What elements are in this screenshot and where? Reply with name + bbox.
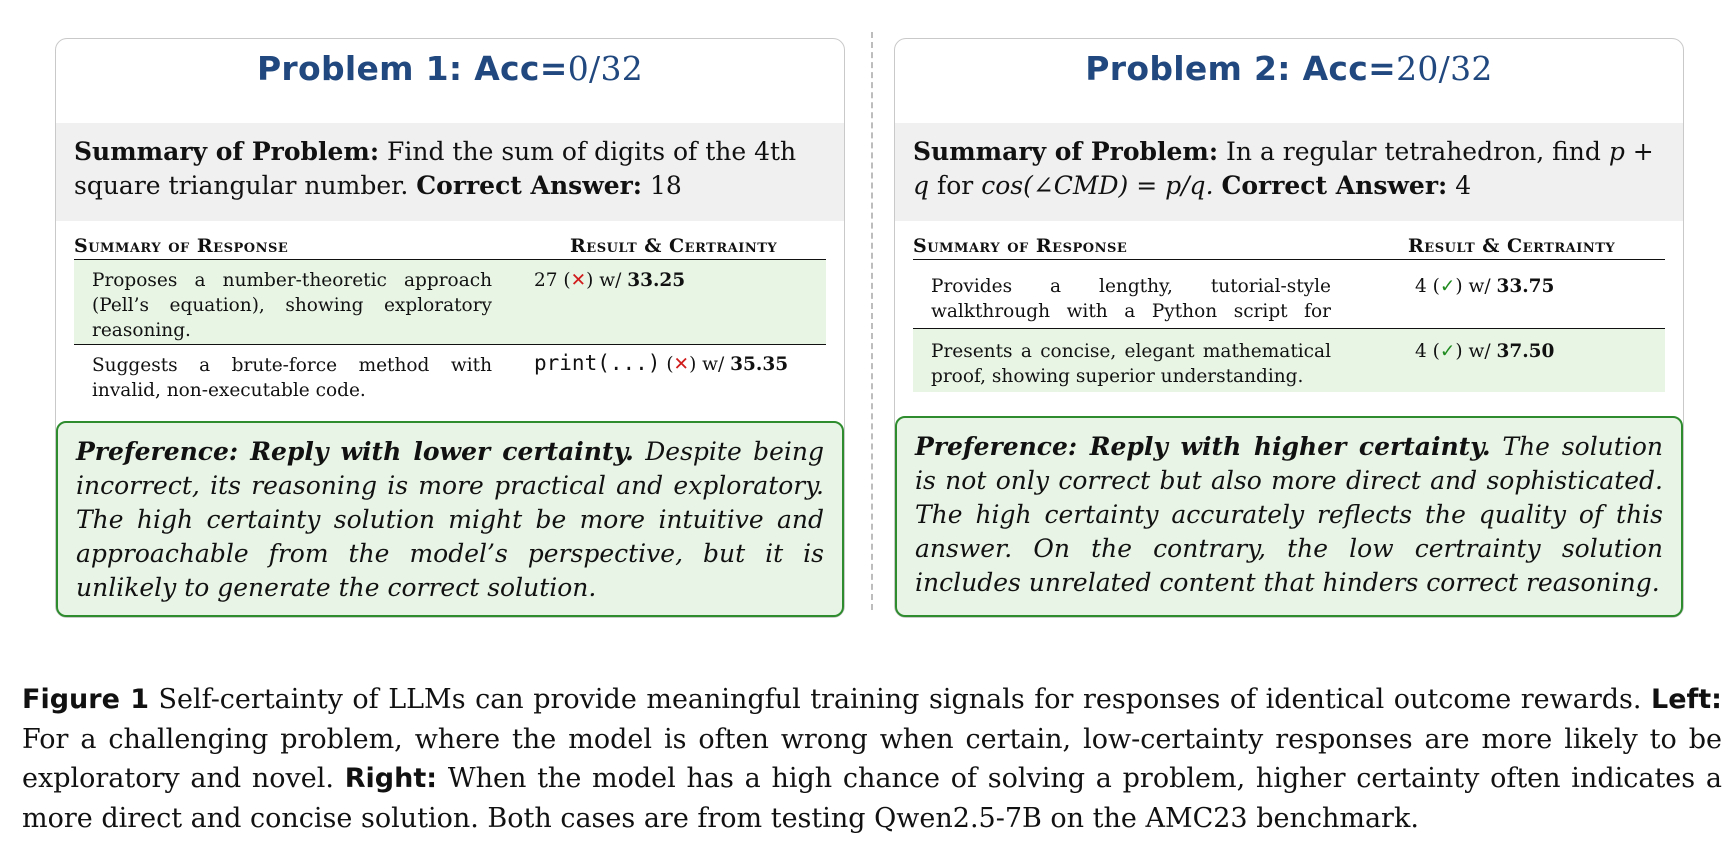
right-row-1-with: w/ <box>1468 276 1491 297</box>
right-summary-math-2: cos(∠CMD) = p/q. <box>981 171 1214 200</box>
right-row-1-desc: Provides a lengthy, tutorial-style walkthrough with a Python script for <box>931 276 1331 322</box>
left-answer-label: Correct Answer: <box>416 171 643 200</box>
right-row-1-result: 4 (✓) w/ 33.75 <box>1415 276 1555 297</box>
left-row-2-certainty: 35.35 <box>730 354 789 375</box>
right-summary-text-1: In a regular tetrahedron, find <box>1226 137 1601 166</box>
check-icon: ✓ <box>1439 341 1456 362</box>
left-panel-title <box>56 49 844 88</box>
left-row-2-with: w/ <box>702 354 725 375</box>
right-preference-box <box>895 416 1683 617</box>
figure-caption <box>22 680 1722 838</box>
left-summary-label: Summary of Problem: <box>74 137 380 166</box>
right-row-2-desc: Presents a concise, elegant mathematical proof, showing superior understanding. <box>931 341 1331 387</box>
left-problem-panel <box>55 38 845 618</box>
right-preference-label: Preference: Reply with higher certainty. <box>915 432 1491 461</box>
right-header-result: Result & Certrainty <box>1408 235 1616 257</box>
left-response-row-2 <box>74 344 826 414</box>
left-answer-value: 18 <box>649 171 682 200</box>
right-row-2-certainty: 37.50 <box>1496 341 1555 362</box>
left-row-2-desc: Suggests a brute-force method with invalid, non-executable code. <box>92 355 492 401</box>
right-header-response: Summary of Response <box>913 235 1128 257</box>
caption-intro: Self-certainty of LLMs can provide meaningful training signals for responses of identical outcome rewards. <box>158 684 1642 715</box>
cross-icon: ✕ <box>570 270 587 291</box>
check-icon: ✓ <box>1439 276 1456 297</box>
left-preference-label: Preference: Reply with lower certainty. <box>76 437 634 466</box>
left-title-acc-label: Acc= <box>474 49 568 88</box>
left-row-1-value: 27 <box>534 270 558 291</box>
right-summary-label: Summary of Problem: <box>913 137 1219 166</box>
left-row-1-certainty: 33.25 <box>627 270 686 291</box>
panel-divider <box>871 32 873 610</box>
right-row-2-with: w/ <box>1468 341 1491 362</box>
right-answer-label: Correct Answer: <box>1221 171 1448 200</box>
caption-left-text: For a challenging problem, where the model is often wrong when certain, low-certainty responses are more likely to be exploratory and novel. <box>22 723 1722 794</box>
right-problem-summary <box>895 123 1683 221</box>
right-summary-text-2: for <box>936 171 974 200</box>
left-table-header <box>74 235 826 260</box>
left-title-acc-value: 0/32 <box>567 49 644 88</box>
left-header-result: Result & Certrainty <box>570 235 778 257</box>
left-problem-summary <box>56 123 844 221</box>
left-row-1-desc: Proposes a number-theoretic approach (Pell’s equation), showing exploratory reasoning. <box>92 270 492 341</box>
right-response-row-2 <box>913 328 1665 392</box>
right-row-1-certainty: 33.75 <box>1496 276 1555 297</box>
right-title-acc-value: 20/32 <box>1396 49 1493 88</box>
right-answer-value: 4 <box>1455 171 1472 200</box>
right-title-acc-label: Acc= <box>1302 49 1397 88</box>
right-row-2-value: 4 <box>1415 341 1427 362</box>
left-title-prefix: Problem 1: <box>256 49 463 88</box>
right-summary-math-1: p + q <box>913 137 1654 200</box>
left-preference-text: Despite being incorrect, its reasoning is more practical and exploratory. The high certainty solution might be more intuitive and approachable from the model’s perspective, but it is unlikely to generate the correct solution. <box>76 437 825 602</box>
right-row-1-value: 4 <box>1415 276 1427 297</box>
left-preference-box <box>56 421 844 617</box>
caption-left-label: Left: <box>1651 684 1722 715</box>
left-header-response: Summary of Response <box>74 235 289 257</box>
cross-icon: ✕ <box>673 354 690 375</box>
right-response-row-1 <box>913 260 1665 328</box>
left-row-1-with: w/ <box>599 270 622 291</box>
left-row-2-result: print(...) (✕) w/ 35.35 <box>534 351 789 375</box>
left-response-table <box>74 235 826 414</box>
right-panel-title <box>895 49 1683 88</box>
right-row-2-result: 4 (✓) w/ 37.50 <box>1415 341 1555 362</box>
left-summary-text: Find the sum of digits of the 4th square triangular number. <box>74 137 797 200</box>
caption-right-text: When the model has a high chance of solving a problem, higher certainty often indicates a more direct and concise solution. Both cases are from testing Qwen2.5-7B on the AMC23 benchmark. <box>22 763 1722 834</box>
right-table-header <box>913 235 1665 260</box>
right-response-table <box>913 235 1665 392</box>
left-row-2-value: print(...) <box>534 351 661 375</box>
caption-right-label: Right: <box>344 763 438 794</box>
left-row-1-result: 27 (✕) w/ 33.25 <box>534 270 686 291</box>
left-response-row-1 <box>74 260 826 344</box>
right-preference-text: The solution is not only correct but also more direct and sophisticated. The high certainty accurately reflects the quality of this answer. On the contrary, the low certrainty solution includes unrelated content that hinders correct reasoning. <box>915 432 1663 597</box>
right-problem-panel <box>894 38 1684 618</box>
caption-figure-label: Figure 1 <box>22 684 150 715</box>
right-title-prefix: Problem 2: <box>1085 49 1291 88</box>
